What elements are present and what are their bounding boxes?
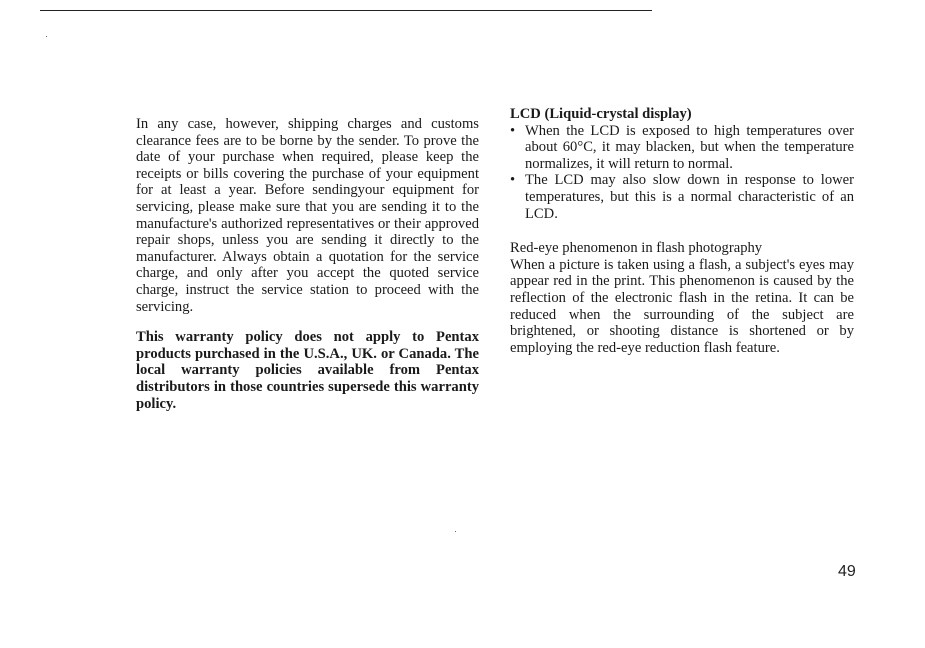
scan-speck [455, 531, 456, 532]
redeye-paragraph: When a picture is taken using a flash, a subject's eyes may appear red in the print. This phenomenon is caused by the reflection of the electronic flash in the retina. It can be reduced when the surrounding of the subject are brightened, or shooting distance is shortened or by employing the red-eye reduction flash feature. [510, 256, 854, 356]
redeye-section [510, 240, 854, 356]
shipping-paragraph: In any case, however, shipping charges and customs clearance fees are to be borne by the sender. To prove the date of your purchase when required, please keep the receipts or bills covering the purchase of your equipment for at least a year. Before sendingyour equipment for servicing, please make sure that you are sending it to the manufacture's authorized representatives or their approved repair shops, unless you are sending it directly to the manufacturer. Always obtain a quotation for the service charge, and only after you accept the quoted service charge, instruct the service station to proceed with the servicing. [136, 116, 479, 315]
lcd-bullet-item: • The LCD may also slow down in response to lower temperatures, but this is a normal characteristic of an LCD. [510, 172, 854, 222]
scan-speck [46, 36, 47, 37]
right-column [510, 106, 854, 356]
redeye-heading: Red-eye phenomenon in flash photography [510, 240, 763, 257]
lcd-bullet-item: • When the LCD is exposed to high temperatures over about 60°C, it may blacken, but when the temperature normalizes, it will return to normal. [510, 123, 854, 173]
top-rule [40, 10, 652, 11]
left-column [136, 116, 479, 412]
lcd-heading: LCD (Liquid-crystal display) [510, 106, 692, 122]
warranty-notice: This warranty policy does not apply to Pentax products purchased in the U.S.A., UK. or Canada. The local warranty policies available from Pentax distributors in those countries supersede this warranty policy. [136, 329, 479, 412]
lcd-bullet-list [510, 123, 854, 223]
page-number: 49 [838, 563, 856, 580]
